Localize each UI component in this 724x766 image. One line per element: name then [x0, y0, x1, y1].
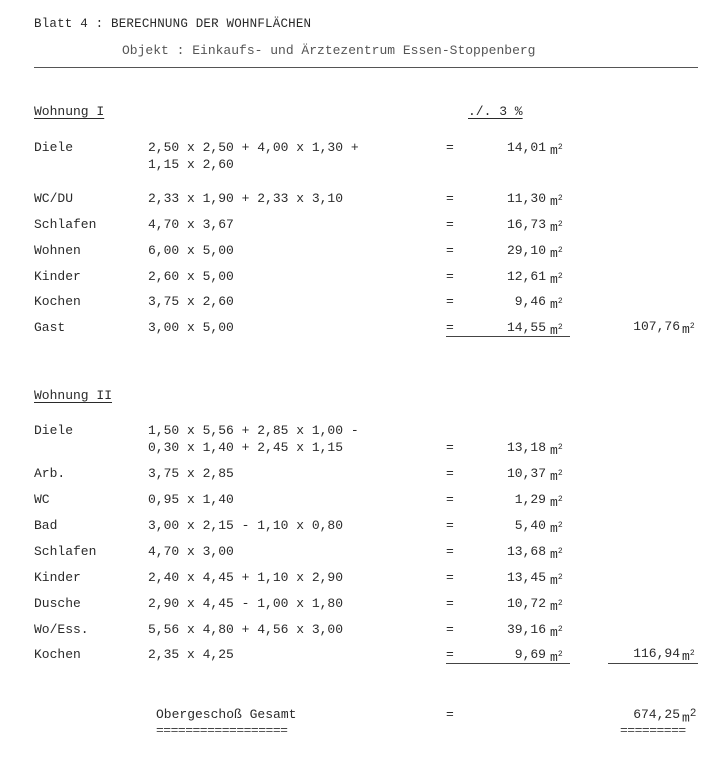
area-value: 1,29 — [514, 492, 546, 507]
area-unit: $m^2$ — [550, 143, 563, 158]
room-name: WC — [34, 492, 50, 507]
room-name: Diele — [34, 423, 74, 438]
equals-sign: = — [446, 647, 454, 662]
grand-total-unit: $m^2$ — [682, 708, 697, 726]
area-value: 29,10 — [506, 243, 546, 258]
area-formula: 2,35 x 4,25 — [148, 647, 234, 662]
equals-sign: = — [446, 217, 454, 232]
grand-total-value: 674,25 — [633, 707, 680, 722]
area-formula: 2,60 x 5,00 — [148, 269, 234, 284]
area-value: 14,55 — [506, 320, 546, 335]
area-formula: 2,33 x 1,90 + 2,33 x 3,10 — [148, 191, 344, 206]
equals-sign: = — [446, 466, 454, 481]
equals-sign: = — [446, 440, 454, 455]
area-unit: $m^2$ — [550, 547, 563, 562]
equals-sign: = — [446, 243, 454, 258]
area-value: 12,61 — [506, 269, 546, 284]
grand-total-equals: = — [446, 707, 454, 722]
area-unit: $m^2$ — [550, 194, 563, 209]
room-name: Bad — [34, 518, 58, 533]
section-title-wohnung-2: Wohnung II — [34, 388, 113, 403]
header-rule — [34, 67, 698, 68]
area-value: 13,18 — [506, 440, 546, 455]
area-value: 16,73 — [506, 217, 546, 232]
area-unit: $m^2$ — [550, 443, 563, 458]
area-formula: 1,50 x 5,56 + 2,85 x 1,00 - — [148, 423, 359, 438]
room-name: Dusche — [34, 596, 81, 611]
grand-total-label-double-rule: ================== — [156, 723, 288, 738]
area-unit: $m^2$ — [550, 521, 563, 536]
area-formula: 5,56 x 4,80 + 4,56 x 3,00 — [148, 622, 344, 637]
equals-sign: = — [446, 518, 454, 533]
equals-sign: = — [446, 492, 454, 507]
area-value: 39,16 — [506, 622, 546, 637]
area-value: 11,30 — [506, 191, 546, 206]
room-name: Schlafen — [34, 544, 97, 559]
area-formula: 4,70 x 3,67 — [148, 217, 234, 232]
area-formula: 0,95 x 1,40 — [148, 492, 234, 507]
area-value: 10,72 — [506, 596, 546, 611]
room-name: Kochen — [34, 294, 81, 309]
room-name: Kinder — [34, 269, 81, 284]
equals-sign: = — [446, 544, 454, 559]
equals-sign: = — [446, 622, 454, 637]
section-2-subtotal-rule — [608, 663, 698, 664]
area-unit: $m^2$ — [550, 469, 563, 484]
section-2-subtotal: 116,94 — [633, 646, 680, 661]
area-value: 5,40 — [514, 518, 546, 533]
section-1-subtotal-unit: $m^2$ — [682, 322, 695, 337]
area-formula: 3,00 x 2,15 - 1,10 x 0,80 — [148, 518, 344, 533]
room-name: Gast — [34, 320, 66, 335]
section-1-sum-rule — [446, 336, 570, 337]
area-unit: $m^2$ — [550, 297, 563, 312]
area-formula: 2,50 x 2,50 + 4,00 x 1,30 + — [148, 140, 359, 155]
area-value: 14,01 — [506, 140, 546, 155]
section-2-sum-rule — [446, 663, 570, 664]
area-unit: $m^2$ — [550, 599, 563, 614]
equals-sign: = — [446, 596, 454, 611]
object-line: Objekt : Einkaufs- und Ärztezentrum Essen-Stoppenberg — [122, 43, 536, 58]
area-value: 13,45 — [506, 570, 546, 585]
area-formula: 3,00 x 5,00 — [148, 320, 234, 335]
area-unit: $m^2$ — [550, 323, 563, 338]
area-formula: 4,70 x 3,00 — [148, 544, 234, 559]
area-formula-continuation: 1,15 x 2,60 — [148, 157, 234, 172]
area-unit: $m^2$ — [550, 650, 563, 665]
room-name: Kinder — [34, 570, 81, 585]
area-formula: 2,90 x 4,45 - 1,00 x 1,80 — [148, 596, 344, 611]
grand-total-label: Obergeschoß Gesamt — [156, 707, 297, 722]
equals-sign: = — [446, 320, 454, 335]
area-formula: 3,75 x 2,85 — [148, 466, 234, 481]
equals-sign: = — [446, 191, 454, 206]
area-formula: 3,75 x 2,60 — [148, 294, 234, 309]
equals-sign: = — [446, 294, 454, 309]
room-name: Wo/Ess. — [34, 622, 89, 637]
area-formula: 6,00 x 5,00 — [148, 243, 234, 258]
equals-sign: = — [446, 140, 454, 155]
area-unit: $m^2$ — [550, 625, 563, 640]
room-name: Diele — [34, 140, 74, 155]
area-unit: $m^2$ — [550, 573, 563, 588]
room-name: Wohnen — [34, 243, 81, 258]
grand-total-value-double-rule: ========= — [620, 723, 686, 738]
room-name: WC/DU — [34, 191, 74, 206]
area-unit: $m^2$ — [550, 495, 563, 510]
deduction-label: ./. 3 % — [468, 104, 523, 119]
area-value: 9,46 — [514, 294, 546, 309]
area-formula-continuation: 0,30 x 1,40 + 2,45 x 1,15 — [148, 440, 344, 455]
room-name: Kochen — [34, 647, 81, 662]
sheet-title: Blatt 4 : BERECHNUNG DER WOHNFLÄCHEN — [34, 17, 312, 31]
area-value: 10,37 — [506, 466, 546, 481]
room-name: Schlafen — [34, 217, 97, 232]
equals-sign: = — [446, 269, 454, 284]
area-formula: 2,40 x 4,45 + 1,10 x 2,90 — [148, 570, 344, 585]
equals-sign: = — [446, 570, 454, 585]
section-1-subtotal: 107,76 — [633, 319, 680, 334]
area-value: 9,69 — [514, 647, 546, 662]
room-name: Arb. — [34, 466, 66, 481]
area-value: 13,68 — [506, 544, 546, 559]
area-unit: $m^2$ — [550, 272, 563, 287]
section-2-subtotal-unit: $m^2$ — [682, 649, 695, 664]
section-title-wohnung-1: Wohnung I — [34, 104, 105, 119]
area-unit: $m^2$ — [550, 220, 563, 235]
area-unit: $m^2$ — [550, 246, 563, 261]
